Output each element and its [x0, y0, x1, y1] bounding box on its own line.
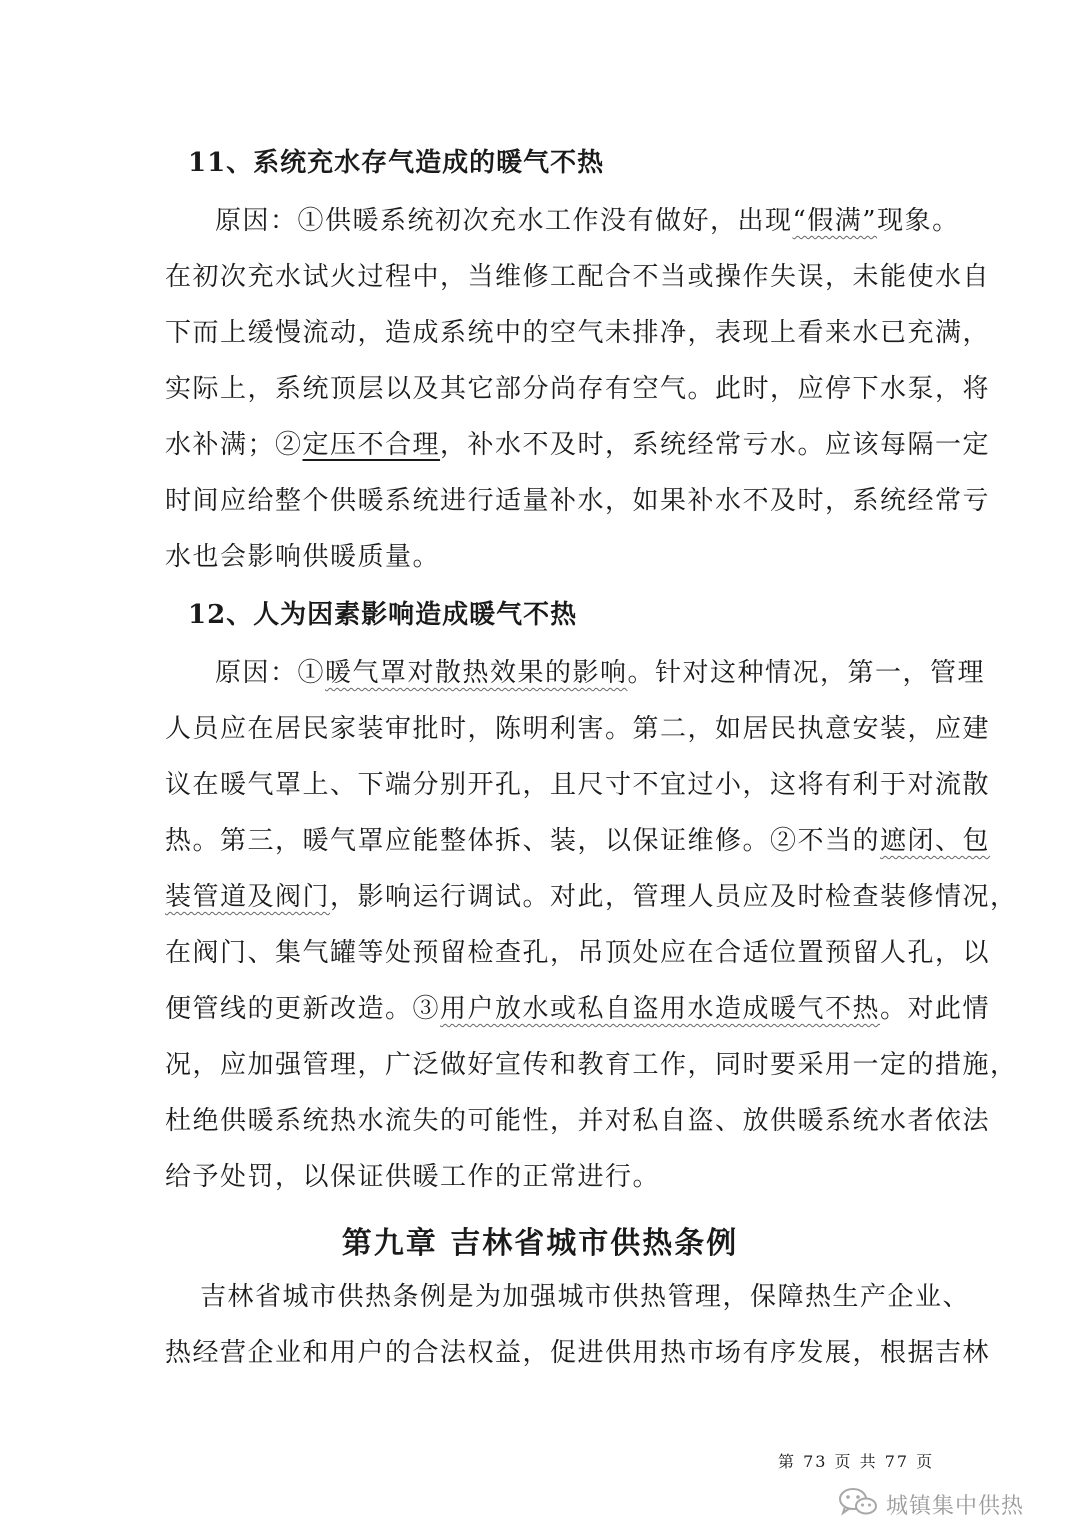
chapter-title: 第九章 吉林省城市供热条例: [341, 1226, 739, 1261]
wechat-icon: [838, 1487, 878, 1521]
paragraph-line: 给予处罚，以保证供暖工作的正常进行。: [165, 1162, 661, 1192]
paragraph-line: 原因：①暖气罩对散热效果的影响。针对这种情况，第一，管理: [215, 658, 986, 688]
emphasis-text: 装管道及阀门: [165, 882, 331, 912]
emphasis-text: 暖气罩对散热效果的影响: [325, 658, 628, 688]
paragraph-line: 人员应在居民家装审批时，陈明利害。第二，如居民执意安装，应建: [165, 714, 991, 744]
paragraph-line: 杜绝供暖系统热水流失的可能性，并对私自盗、放供暖系统水者依法: [165, 1106, 991, 1136]
paragraph-line: 装管道及阀门，影响运行调试。对此，管理人员应及时检查装修情况，: [165, 882, 1018, 912]
paragraph-line: 原因：①供暖系统初次充水工作没有做好，出现“假满”现象。: [215, 206, 960, 236]
page-number: 第 73 页 共 77 页: [778, 1452, 935, 1471]
paragraph-line: 吉林省城市供热条例是为加强城市供热管理，保障热生产企业、: [200, 1282, 971, 1312]
paragraph-line: 水补满；②定压不合理，补水不及时，系统经常亏水。应该每隔一定: [165, 430, 991, 460]
paragraph-line: 在初次充水试火过程中，当维修工配合不当或操作失误，未能使水自: [165, 262, 991, 292]
watermark-text: 城镇集中供热: [886, 1493, 1025, 1519]
paragraph-line: 水也会影响供暖质量。: [165, 542, 441, 572]
paragraph-line: 实际上，系统顶层以及其它部分尚存有空气。此时，应停下水泵，将: [165, 374, 991, 404]
paragraph-line: 时间应给整个供暖系统进行适量补水，如果补水不及时，系统经常亏: [165, 486, 991, 516]
section-heading-11: 11、系统充水存气造成的暖气不热: [188, 148, 605, 178]
paragraph-line: 在阀门、集气罐等处预留检查孔，吊顶处应在合适位置预留人孔，以: [165, 938, 991, 968]
watermark: [838, 1487, 1024, 1521]
paragraph-line: 议在暖气罩上、下端分别开孔，且尺寸不宜过小，这将有利于对流散: [165, 770, 991, 800]
emphasis-text: 用户放水或私自盗用水造成暖气不热: [440, 994, 881, 1024]
paragraph-line: 况，应加强管理，广泛做好宣传和教育工作，同时要采用一定的措施，: [165, 1050, 1018, 1080]
section-heading-12: 12、人为因素影响造成暖气不热: [188, 600, 578, 630]
paragraph-line: 下而上缓慢流动，造成系统中的空气未排净，表现上看来水已充满，: [165, 318, 991, 348]
emphasis-text: “假满”: [792, 206, 878, 236]
paragraph-line: 热经营企业和用户的合法权益，促进供用热市场有序发展，根据吉林: [165, 1338, 991, 1368]
paragraph-line: 便管线的更新改造。③用户放水或私自盗用水造成暖气不热。对此情: [165, 994, 991, 1024]
underlined-text: 定压不合理: [302, 430, 441, 460]
paragraph-line: 热。第三，暖气罩应能整体拆、装，以保证维修。②不当的遮闭、包: [165, 826, 991, 856]
emphasis-text: 遮闭、包: [880, 826, 991, 856]
